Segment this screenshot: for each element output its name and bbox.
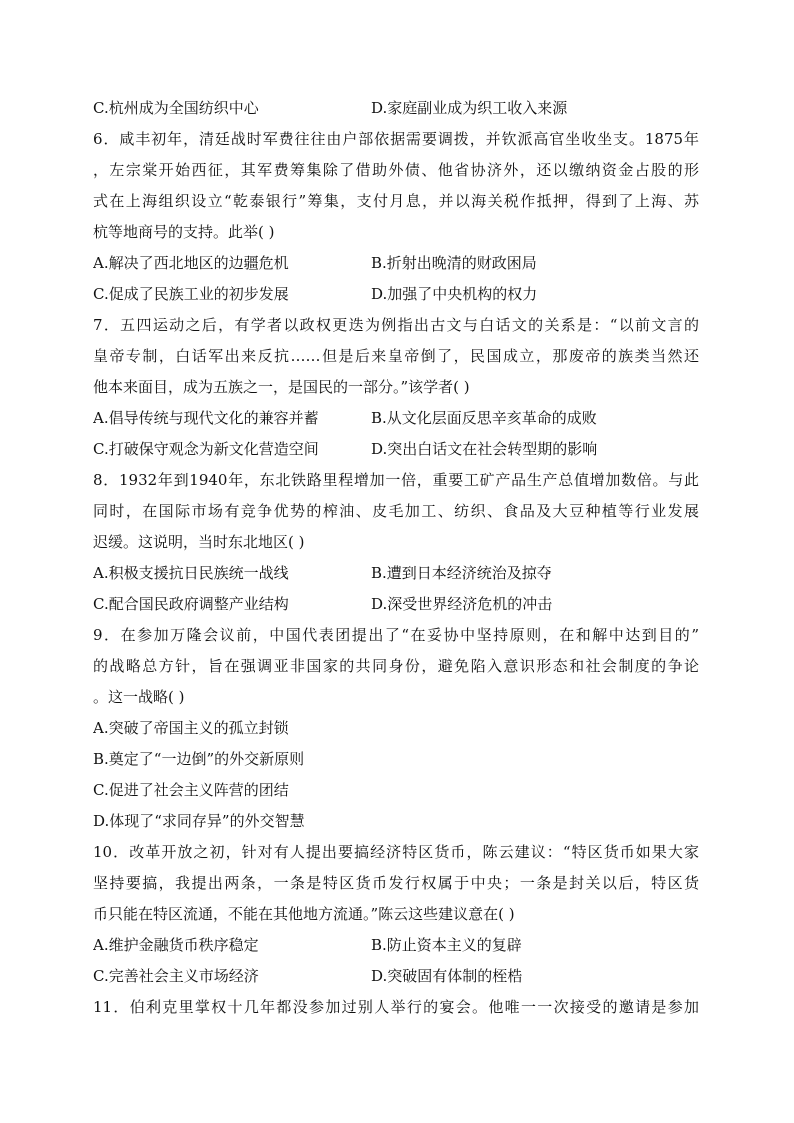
options-row (93, 279, 699, 310)
option-text: B.折射出晚清的财政困局 (371, 254, 537, 272)
text-line: 7．五四运动之后，有学者以政权更迭为例指出古文与白话文的关系是：“以前文言的 (93, 316, 699, 334)
text-line: 迟缓。这说明，当时东北地区( ) (93, 533, 305, 551)
options-row (93, 589, 699, 620)
text-line: 币只能在特区流通，不能在其他地方流通。”陈云这些建议意在( ) (93, 905, 515, 923)
exam-page (93, 93, 699, 1023)
text-line: 同时，在国际市场有竞争优势的榨油、皮毛加工、纺织、食品及大豆种植等行业发展 (93, 502, 699, 520)
text-line: 9．在参加万隆会议前，中国代表团提出了“在妥协中坚持原则，在和解中达到目的” (93, 626, 699, 644)
option-text: A.解决了西北地区的边疆危机 (93, 254, 289, 272)
option-text: D.突出白话文在社会转型期的影响 (371, 440, 598, 458)
option-text: D.突破固有体制的桎梏 (371, 967, 523, 985)
text-line: 杭等地商号的支持。此举( ) (93, 223, 275, 241)
text-line: 。这一战略( ) (93, 688, 185, 706)
text-line: ，左宗棠开始西征，其军费筹集除了借助外债、他省协济外，还以缴纳资金占股的形 (93, 161, 699, 179)
text-line: 皇帝专制，白话军出来反抗……但是后来皇帝倒了，民国成立，那废帝的族类当然还 (93, 347, 699, 365)
text-line: 坚持要搞，我提出两条，一条是特区货币发行权属于中央；一条是封关以后，特区货 (93, 874, 699, 892)
option-text: C.打破保守观念为新文化营造空间 (93, 440, 319, 458)
option-text: A.维护金融货币秩序稳定 (93, 936, 259, 954)
options-row (93, 403, 699, 434)
text-line: 的战略总方针，旨在强调亚非国家的共同身份，避免陷入意识形态和社会制度的争论 (93, 657, 699, 675)
text-line: B.奠定了“一边倒”的外交新原则 (93, 750, 305, 768)
option-text: D.深受世界经济危机的冲击 (371, 595, 553, 613)
text-line: D.体现了“求同存异”的外交智慧 (93, 812, 305, 830)
text-line: 10．改革开放之初，针对有人提出要搞经济特区货币，陈云建议：“特区货币如果大家 (93, 843, 699, 861)
option-text: A.积极支援抗日民族统一战线 (93, 564, 289, 582)
option-text: B.防止资本主义的复辟 (371, 936, 522, 954)
options-row (93, 248, 699, 279)
option-text: D.加强了中央机构的权力 (371, 285, 538, 303)
text-line: 6．咸丰初年，清廷战时军费往往由户部依据需要调拨，并钦派高官坐收坐支。1875年 (93, 130, 699, 148)
options-row (93, 961, 699, 992)
option-text: B.遭到日本经济统治及掠夺 (371, 564, 552, 582)
text-line: 他本来面目，成为五族之一，是国民的一部分。”该学者( ) (93, 378, 470, 396)
option-text: B.从文化层面反思辛亥革命的成败 (371, 409, 597, 427)
option-text: C.完善社会主义市场经济 (93, 967, 259, 985)
option-text: C.促成了民族工业的初步发展 (93, 285, 289, 303)
options-row (93, 434, 699, 465)
text-line: A.突破了帝国主义的孤立封锁 (93, 719, 289, 737)
text-line: 11．伯利克里掌权十几年都没参加过别人举行的宴会。他唯一一次接受的邀请是参加 (93, 998, 699, 1016)
options-row (93, 930, 699, 961)
option-text: A.倡导传统与现代文化的兼容并蓄 (93, 409, 319, 427)
option-text: D.家庭副业成为织工收入来源 (371, 99, 568, 117)
text-line: 8．1932年到1940年，东北铁路里程增加一倍，重要工矿产品生产总值增加数倍。与此 (93, 471, 699, 489)
text-line: C.促进了社会主义阵营的团结 (93, 781, 289, 799)
option-text: C.配合国民政府调整产业结构 (93, 595, 289, 613)
options-row (93, 558, 699, 589)
option-text: C.杭州成为全国纺织中心 (93, 99, 259, 117)
text-line: 式在上海组织设立“乾泰银行”筹集，支付月息，并以海关税作抵押，得到了上海、苏 (93, 192, 699, 210)
options-row (93, 93, 699, 124)
